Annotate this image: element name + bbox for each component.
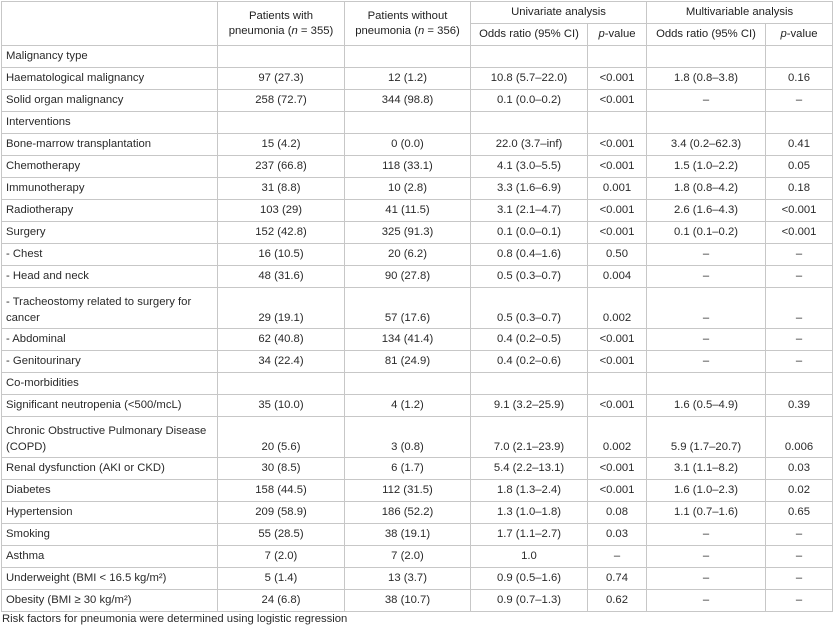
univariate-p-value-cell — [588, 112, 647, 134]
with-pneumonia-cell: 31 (8.8) — [218, 178, 345, 200]
multivariable-odds-ratio-cell: – — [647, 546, 766, 568]
variable-label: Renal dysfunction (AKI or CKD) — [2, 458, 218, 480]
variable-label: Significant neutropenia (<500/mcL) — [2, 395, 218, 417]
multivariable-odds-ratio-cell: – — [647, 590, 766, 612]
multivariable-p-value-cell: – — [766, 524, 833, 546]
without-pneumonia-cell: 3 (0.8) — [345, 417, 471, 458]
multivariable-odds-ratio-cell: – — [647, 351, 766, 373]
univariate-p-value-cell: <0.001 — [588, 156, 647, 178]
multivariable-p-value-cell: <0.001 — [766, 200, 833, 222]
variable-label: - Tracheostomy related to surgery for cancer — [2, 288, 218, 329]
multivariable-odds-ratio-cell: – — [647, 90, 766, 112]
multivariable-odds-ratio-cell: – — [647, 244, 766, 266]
multivariable-p-value-cell: – — [766, 244, 833, 266]
multivariable-odds-ratio-cell: 3.4 (0.2–62.3) — [647, 134, 766, 156]
variable-label: Solid organ malignancy — [2, 90, 218, 112]
multivariable-p-value-cell — [766, 373, 833, 395]
univariate-odds-ratio-cell: 0.1 (0.0–0.1) — [471, 222, 588, 244]
univariate-p-value-cell: <0.001 — [588, 68, 647, 90]
univariate-p-value-cell: 0.74 — [588, 568, 647, 590]
multivariable-p-value-cell: 0.03 — [766, 458, 833, 480]
multivariable-p-value-cell — [766, 46, 833, 68]
table-row — [2, 502, 833, 524]
multivariable-p-value-cell — [766, 112, 833, 134]
multivariable-odds-ratio-cell: 0.1 (0.1–0.2) — [647, 222, 766, 244]
variable-label: Underweight (BMI < 16.5 kg/m²) — [2, 568, 218, 590]
header-univariate-p-value: p-value — [588, 24, 647, 46]
without-pneumonia-cell — [345, 373, 471, 395]
univariate-p-value-cell: 0.002 — [588, 417, 647, 458]
table-row — [2, 524, 833, 546]
with-pneumonia-cell: 15 (4.2) — [218, 134, 345, 156]
without-pneumonia-cell: 112 (31.5) — [345, 480, 471, 502]
with-pneumonia-cell: 62 (40.8) — [218, 329, 345, 351]
with-pneumonia-cell: 35 (10.0) — [218, 395, 345, 417]
with-pneumonia-cell: 209 (58.9) — [218, 502, 345, 524]
variable-label: Hypertension — [2, 502, 218, 524]
header-univariate-analysis: Univariate analysis — [471, 2, 647, 24]
univariate-odds-ratio-cell: 0.5 (0.3–0.7) — [471, 266, 588, 288]
multivariable-p-value-cell: – — [766, 266, 833, 288]
univariate-odds-ratio-cell: 4.1 (3.0–5.5) — [471, 156, 588, 178]
univariate-odds-ratio-cell: 0.5 (0.3–0.7) — [471, 288, 588, 329]
variable-label: Immunotherapy — [2, 178, 218, 200]
univariate-p-value-cell: 0.001 — [588, 178, 647, 200]
multivariable-p-value-cell: 0.05 — [766, 156, 833, 178]
multivariable-odds-ratio-cell: 1.6 (0.5–4.9) — [647, 395, 766, 417]
table-row — [2, 417, 833, 458]
univariate-odds-ratio-cell: 0.4 (0.2–0.6) — [471, 351, 588, 373]
section-label: Co-morbidities — [2, 373, 218, 395]
multivariable-odds-ratio-cell: – — [647, 329, 766, 351]
with-pneumonia-cell: 258 (72.7) — [218, 90, 345, 112]
table-row — [2, 68, 833, 90]
without-pneumonia-cell: 344 (98.8) — [345, 90, 471, 112]
without-pneumonia-cell: 4 (1.2) — [345, 395, 471, 417]
without-pneumonia-cell: 10 (2.8) — [345, 178, 471, 200]
univariate-odds-ratio-cell — [471, 112, 588, 134]
multivariable-p-value-cell: – — [766, 568, 833, 590]
header-multivariable-p-value: p-value — [766, 24, 833, 46]
section-header-row — [2, 112, 833, 134]
without-pneumonia-cell — [345, 112, 471, 134]
with-pneumonia-cell — [218, 373, 345, 395]
multivariable-p-value-cell: 0.18 — [766, 178, 833, 200]
variable-label: Chemotherapy — [2, 156, 218, 178]
with-pneumonia-cell: 55 (28.5) — [218, 524, 345, 546]
variable-label: Smoking — [2, 524, 218, 546]
univariate-odds-ratio-cell: 0.4 (0.2–0.5) — [471, 329, 588, 351]
multivariable-p-value-cell: 0.02 — [766, 480, 833, 502]
risk-factor-table — [1, 1, 833, 612]
univariate-odds-ratio-cell — [471, 373, 588, 395]
univariate-p-value-cell: 0.08 — [588, 502, 647, 524]
multivariable-odds-ratio-cell: 1.8 (0.8–3.8) — [647, 68, 766, 90]
univariate-p-value-cell: <0.001 — [588, 329, 647, 351]
multivariable-odds-ratio-cell: – — [647, 524, 766, 546]
univariate-p-value-cell — [588, 373, 647, 395]
with-pneumonia-cell: 20 (5.6) — [218, 417, 345, 458]
with-pneumonia-cell: 24 (6.8) — [218, 590, 345, 612]
univariate-p-value-cell: <0.001 — [588, 200, 647, 222]
univariate-odds-ratio-cell: 9.1 (3.2–25.9) — [471, 395, 588, 417]
multivariable-odds-ratio-cell: – — [647, 266, 766, 288]
without-pneumonia-cell — [345, 46, 471, 68]
table-row — [2, 351, 833, 373]
with-pneumonia-cell: 97 (27.3) — [218, 68, 345, 90]
with-pneumonia-cell — [218, 46, 345, 68]
table-row — [2, 546, 833, 568]
multivariable-p-value-cell: – — [766, 546, 833, 568]
table-row — [2, 329, 833, 351]
multivariable-odds-ratio-cell: 5.9 (1.7–20.7) — [647, 417, 766, 458]
header-multivariable-analysis: Multivariable analysis — [647, 2, 833, 24]
variable-label: - Head and neck — [2, 266, 218, 288]
without-pneumonia-cell: 134 (41.4) — [345, 329, 471, 351]
variable-label: Radiotherapy — [2, 200, 218, 222]
multivariable-p-value-cell: 0.16 — [766, 68, 833, 90]
univariate-p-value-cell — [588, 46, 647, 68]
with-pneumonia-cell: 5 (1.4) — [218, 568, 345, 590]
header-without-pneumonia: Patients without pneumonia (n = 356) — [345, 2, 471, 46]
table-body — [2, 46, 833, 612]
univariate-p-value-cell: <0.001 — [588, 134, 647, 156]
univariate-odds-ratio-cell: 7.0 (2.1–23.9) — [471, 417, 588, 458]
with-pneumonia-cell: 16 (10.5) — [218, 244, 345, 266]
univariate-p-value-cell: – — [588, 546, 647, 568]
variable-label: - Chest — [2, 244, 218, 266]
multivariable-odds-ratio-cell: 1.6 (1.0–2.3) — [647, 480, 766, 502]
univariate-odds-ratio-cell: 1.7 (1.1–2.7) — [471, 524, 588, 546]
with-pneumonia-cell: 158 (44.5) — [218, 480, 345, 502]
table-row — [2, 200, 833, 222]
multivariable-p-value-cell: – — [766, 288, 833, 329]
variable-label: Obesity (BMI ≥ 30 kg/m²) — [2, 590, 218, 612]
with-pneumonia-cell: 48 (31.6) — [218, 266, 345, 288]
table-caption: Risk factors for pneumonia were determined using logistic regression — [2, 613, 348, 625]
table-row — [2, 134, 833, 156]
univariate-odds-ratio-cell: 1.3 (1.0–1.8) — [471, 502, 588, 524]
header-univariate-odds-ratio: Odds ratio (95% CI) — [471, 24, 588, 46]
without-pneumonia-cell: 7 (2.0) — [345, 546, 471, 568]
multivariable-odds-ratio-cell: 1.8 (0.8–4.2) — [647, 178, 766, 200]
multivariable-odds-ratio-cell — [647, 46, 766, 68]
multivariable-odds-ratio-cell — [647, 373, 766, 395]
header-with-pneumonia: Patients with pneumonia (n = 355) — [218, 2, 345, 46]
univariate-odds-ratio-cell: 1.0 — [471, 546, 588, 568]
univariate-p-value-cell: <0.001 — [588, 480, 647, 502]
variable-label: Surgery — [2, 222, 218, 244]
univariate-odds-ratio-cell: 0.9 (0.5–1.6) — [471, 568, 588, 590]
without-pneumonia-cell: 20 (6.2) — [345, 244, 471, 266]
without-pneumonia-cell: 57 (17.6) — [345, 288, 471, 329]
multivariable-odds-ratio-cell: – — [647, 568, 766, 590]
section-header-row — [2, 46, 833, 68]
univariate-odds-ratio-cell: 10.8 (5.7–22.0) — [471, 68, 588, 90]
without-pneumonia-cell: 90 (27.8) — [345, 266, 471, 288]
without-pneumonia-cell: 0 (0.0) — [345, 134, 471, 156]
univariate-p-value-cell: 0.03 — [588, 524, 647, 546]
univariate-p-value-cell: 0.002 — [588, 288, 647, 329]
with-pneumonia-cell: 29 (19.1) — [218, 288, 345, 329]
univariate-p-value-cell: <0.001 — [588, 90, 647, 112]
table-row — [2, 480, 833, 502]
multivariable-p-value-cell: – — [766, 329, 833, 351]
table-row — [2, 590, 833, 612]
multivariable-p-value-cell: 0.006 — [766, 417, 833, 458]
multivariable-odds-ratio-cell: 2.6 (1.6–4.3) — [647, 200, 766, 222]
univariate-odds-ratio-cell: 0.9 (0.7–1.3) — [471, 590, 588, 612]
without-pneumonia-cell: 41 (11.5) — [345, 200, 471, 222]
with-pneumonia-cell: 237 (66.8) — [218, 156, 345, 178]
without-pneumonia-cell: 6 (1.7) — [345, 458, 471, 480]
header-multivariable-odds-ratio: Odds ratio (95% CI) — [647, 24, 766, 46]
with-pneumonia-cell: 103 (29) — [218, 200, 345, 222]
section-header-row — [2, 373, 833, 395]
variable-label: Haematological malignancy — [2, 68, 218, 90]
table-row — [2, 222, 833, 244]
multivariable-p-value-cell: – — [766, 590, 833, 612]
table-row — [2, 244, 833, 266]
multivariable-p-value-cell: 0.39 — [766, 395, 833, 417]
multivariable-odds-ratio-cell: 1.5 (1.0–2.2) — [647, 156, 766, 178]
univariate-p-value-cell: <0.001 — [588, 222, 647, 244]
with-pneumonia-cell: 34 (22.4) — [218, 351, 345, 373]
section-label: Malignancy type — [2, 46, 218, 68]
univariate-odds-ratio-cell: 5.4 (2.2–13.1) — [471, 458, 588, 480]
univariate-p-value-cell: <0.001 — [588, 395, 647, 417]
table-row — [2, 90, 833, 112]
with-pneumonia-cell: 152 (42.8) — [218, 222, 345, 244]
variable-label: Bone-marrow transplantation — [2, 134, 218, 156]
multivariable-p-value-cell: 0.41 — [766, 134, 833, 156]
with-pneumonia-cell — [218, 112, 345, 134]
univariate-odds-ratio-cell: 3.1 (2.1–4.7) — [471, 200, 588, 222]
table-row — [2, 178, 833, 200]
univariate-odds-ratio-cell: 22.0 (3.7–inf) — [471, 134, 588, 156]
multivariable-odds-ratio-cell — [647, 112, 766, 134]
without-pneumonia-cell: 12 (1.2) — [345, 68, 471, 90]
without-pneumonia-cell: 13 (3.7) — [345, 568, 471, 590]
univariate-p-value-cell: <0.001 — [588, 351, 647, 373]
without-pneumonia-cell: 186 (52.2) — [345, 502, 471, 524]
without-pneumonia-cell: 38 (10.7) — [345, 590, 471, 612]
without-pneumonia-cell: 38 (19.1) — [345, 524, 471, 546]
multivariable-odds-ratio-cell: – — [647, 288, 766, 329]
multivariable-odds-ratio-cell: 1.1 (0.7–1.6) — [647, 502, 766, 524]
multivariable-p-value-cell: – — [766, 351, 833, 373]
multivariable-p-value-cell: 0.65 — [766, 502, 833, 524]
variable-label: Asthma — [2, 546, 218, 568]
table-row — [2, 288, 833, 329]
table-row — [2, 568, 833, 590]
variable-label: - Genitourinary — [2, 351, 218, 373]
with-pneumonia-cell: 7 (2.0) — [218, 546, 345, 568]
with-pneumonia-cell: 30 (8.5) — [218, 458, 345, 480]
multivariable-p-value-cell: <0.001 — [766, 222, 833, 244]
variable-label: Diabetes — [2, 480, 218, 502]
multivariable-p-value-cell: – — [766, 90, 833, 112]
univariate-odds-ratio-cell: 1.8 (1.3–2.4) — [471, 480, 588, 502]
table-row — [2, 458, 833, 480]
without-pneumonia-cell: 325 (91.3) — [345, 222, 471, 244]
table-row — [2, 266, 833, 288]
table-row — [2, 395, 833, 417]
univariate-odds-ratio-cell: 0.8 (0.4–1.6) — [471, 244, 588, 266]
univariate-p-value-cell: 0.004 — [588, 266, 647, 288]
section-label: Interventions — [2, 112, 218, 134]
header-variable — [2, 2, 218, 46]
without-pneumonia-cell: 118 (33.1) — [345, 156, 471, 178]
table-row — [2, 156, 833, 178]
univariate-odds-ratio-cell — [471, 46, 588, 68]
univariate-p-value-cell: 0.62 — [588, 590, 647, 612]
multivariable-odds-ratio-cell: 3.1 (1.1–8.2) — [647, 458, 766, 480]
univariate-p-value-cell: 0.50 — [588, 244, 647, 266]
univariate-odds-ratio-cell: 3.3 (1.6–6.9) — [471, 178, 588, 200]
variable-label: - Abdominal — [2, 329, 218, 351]
without-pneumonia-cell: 81 (24.9) — [345, 351, 471, 373]
variable-label: Chronic Obstructive Pulmonary Disease (COPD) — [2, 417, 218, 458]
univariate-p-value-cell: <0.001 — [588, 458, 647, 480]
univariate-odds-ratio-cell: 0.1 (0.0–0.2) — [471, 90, 588, 112]
